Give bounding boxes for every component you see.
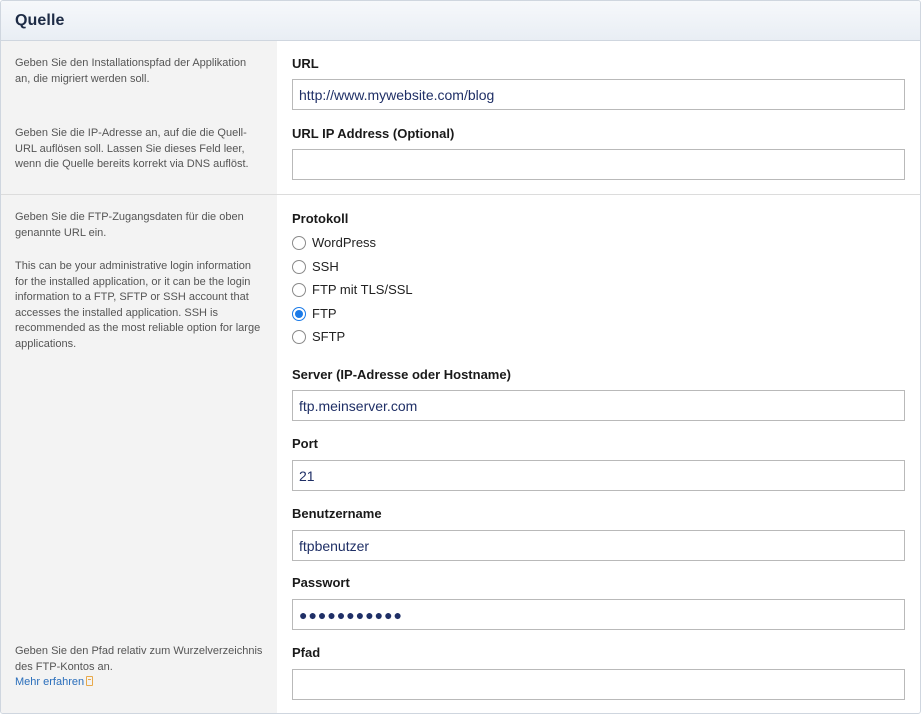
- username-input[interactable]: [292, 530, 905, 561]
- radio-button[interactable]: [292, 330, 306, 344]
- path-label: Pfad: [292, 645, 321, 660]
- radio-button[interactable]: [292, 236, 306, 250]
- ip-address-input[interactable]: [292, 149, 905, 180]
- ip-help-text: Geben Sie die IP-Adresse an, auf die die Quell-URL auflösen soll. Lassen Sie dieses Feld leer, wenn die Quelle bereits korrekt via DNS auflöst.: [15, 127, 249, 170]
- radio-sftp[interactable]: [292, 329, 345, 344]
- server-input[interactable]: [292, 390, 905, 421]
- url-input[interactable]: [292, 79, 905, 110]
- server-label: Server (IP-Adresse oder Hostname): [292, 367, 511, 382]
- url-label: URL: [292, 56, 319, 71]
- radio-button[interactable]: [292, 260, 306, 274]
- url-help-column: [1, 41, 277, 194]
- ftp-help-text: Geben Sie die FTP-Zugangsdaten für die oben genannte URL ein.: [15, 211, 244, 239]
- path-help-text: Geben Sie den Pfad relativ zum Wurzelverzeichnis des FTP-Kontos an.: [15, 645, 263, 673]
- ftp-help-column: [1, 195, 277, 714]
- radio-label: WordPress: [312, 235, 377, 250]
- port-input[interactable]: [292, 460, 905, 491]
- ftp-section: [1, 195, 920, 714]
- ftp-help-text-en: This can be your administrative login information for the installed application, or it can be the login information to a FTP, SFTP or SSH account that accesses the installed application. SSH is recommended as the most reliable option for large applications.: [15, 260, 261, 350]
- external-link-icon: [86, 676, 93, 686]
- username-label: Benutzername: [292, 506, 382, 521]
- radio-ftp-tls[interactable]: [292, 282, 413, 297]
- path-help: [15, 644, 263, 691]
- learn-more-link[interactable]: [15, 676, 93, 688]
- password-input[interactable]: [292, 599, 905, 630]
- radio-label: FTP mit TLS/SSL: [312, 282, 413, 297]
- panel-title: Quelle: [15, 12, 65, 29]
- path-input[interactable]: [292, 669, 905, 700]
- radio-label: FTP: [312, 306, 337, 321]
- radio-button[interactable]: [292, 283, 306, 297]
- radio-ftp[interactable]: [292, 306, 337, 321]
- learn-more-label: Mehr erfahren: [15, 676, 85, 688]
- url-help-text: Geben Sie den Installationspfad der Applikation an, die migriert werden soll.: [15, 57, 247, 85]
- url-form-column: [277, 41, 920, 194]
- panel-header: [1, 1, 920, 41]
- radio-button-selected[interactable]: [292, 307, 306, 321]
- radio-label: SSH: [312, 259, 339, 274]
- url-section: [1, 41, 920, 195]
- protocol-label: Protokoll: [292, 211, 349, 226]
- radio-wordpress[interactable]: [292, 235, 376, 250]
- ip-label: URL IP Address (Optional): [292, 126, 455, 141]
- port-label: Port: [292, 436, 318, 451]
- password-label: Passwort: [292, 575, 350, 590]
- radio-label: SFTP: [312, 329, 346, 344]
- radio-ssh[interactable]: [292, 259, 339, 274]
- ftp-form-column: [277, 195, 920, 714]
